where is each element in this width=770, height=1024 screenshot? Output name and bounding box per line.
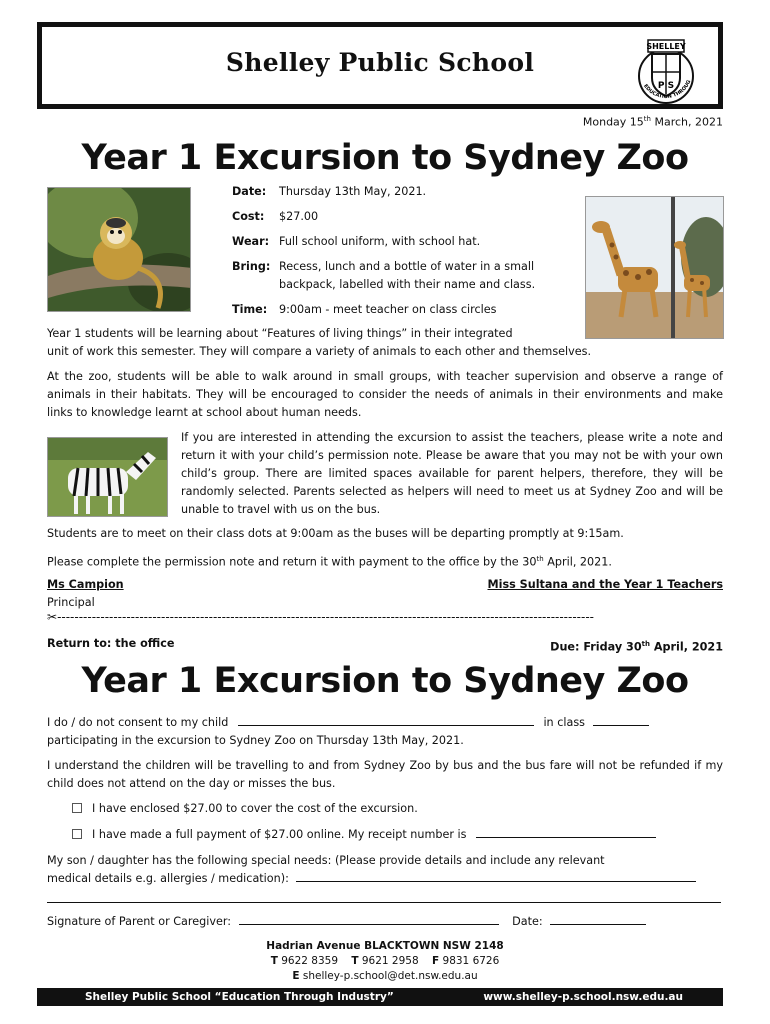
letter-date: Monday 15th March, 2021 <box>582 115 723 129</box>
paragraph-intro-line2: unit of work this semester. They will compare a variety of animals to each other and themselves. <box>47 345 592 358</box>
child-name-field[interactable] <box>238 714 534 726</box>
footer-motto: Shelley Public School “Education Through Industry” <box>85 991 394 1003</box>
school-name: Shelley Public School <box>225 48 535 77</box>
giraffe-photo <box>585 196 724 339</box>
special-needs-field[interactable] <box>296 870 696 882</box>
receipt-number-field[interactable] <box>476 826 656 838</box>
signature-date-field[interactable] <box>550 913 646 925</box>
special-needs-line2: medical details e.g. allergies / medication): <box>47 870 723 888</box>
special-needs-field-extra[interactable] <box>47 902 721 903</box>
detail-cost: Cost: $27.00 <box>232 210 319 223</box>
school-phones: T 9622 8359 T 9621 2958 F 9831 6726 <box>270 955 500 967</box>
online-checkbox[interactable] <box>72 829 82 839</box>
enclosed-checkbox[interactable] <box>72 803 82 813</box>
bus-understanding: I understand the children will be travelling to and from Sydney Zoo by bus and the bus fare will not be refunded if my child does not attend on the day or misses the bus. <box>47 759 723 790</box>
paragraph-zoo: At the zoo, students will be able to walk around in small groups, with teacher supervision and observe a range of animals in their habitats. They will be encouraged to consider the needs of animals in their environments and make links to knowledge learnt at school about human needs. <box>47 370 723 419</box>
principal-name: Ms Campion <box>47 578 124 591</box>
detail-bring: Bring: Recess, lunch and a bottle of water in a small backpack, labelled with their name and class. <box>232 260 536 291</box>
school-address: Hadrian Avenue BLACKTOWN NSW 2148 <box>266 940 504 952</box>
class-field[interactable] <box>593 714 649 726</box>
crest-top-text: SHELLEY <box>646 42 686 51</box>
detail-time: Time: 9:00am - meet teacher on class circles <box>232 303 497 316</box>
option-enclosed: I have enclosed $27.00 to cover the cost of the excursion. <box>72 800 418 818</box>
paragraph-intro-line1: Year 1 students will be learning about “Features of living things” in their integrated <box>47 327 513 340</box>
detail-date: Date: Thursday 13th May, 2021. <box>232 185 427 198</box>
return-to-label: Return to: the office <box>47 637 175 650</box>
footer-bar <box>37 988 723 1006</box>
slip-title: Year 1 Excursion to Sydney Zoo <box>81 661 689 701</box>
excursion-title: Year 1 Excursion to Sydney Zoo <box>81 138 689 178</box>
principal-role: Principal <box>47 596 95 609</box>
option-online: I have made a full payment of $27.00 online. My receipt number is <box>72 826 656 844</box>
school-crest <box>628 32 704 106</box>
due-date-label: Due: Friday 30th April, 2021 <box>550 640 723 654</box>
crest-motto: EDUCATION THROUG <box>642 79 693 101</box>
zebra-photo <box>47 437 168 517</box>
paragraph-helpers: If you are interested in attending the excursion to assist the teachers, please write a note and return it with your child’s permission note. Please be aware that you may not be with your own child’s group. There are limited spaces available for parent helpers, therefore, they will be randomly selected. Parents selected as helpers will need to meet us at Sydney Zoo and will be unable to travel with us on the bus. <box>181 431 723 516</box>
school-email: E shelley-p.school@det.nsw.edu.au <box>292 970 478 982</box>
crest-letters: P S <box>657 81 675 91</box>
paragraph-meeting: Students are to meet on their class dots at 9:00am as the buses will be departing promptly at 9:15am. <box>47 527 624 540</box>
special-needs-line1: My son / daughter has the following special needs: (Please provide details and include any relevant <box>47 854 605 867</box>
detail-wear: Wear: Full school uniform, with school hat. <box>232 235 481 248</box>
scissors-icon: ✂ <box>47 610 58 624</box>
teachers-name: Miss Sultana and the Year 1 Teachers <box>487 578 723 591</box>
dashed-line: ---------------------------------------------------------------------------------------------------------------------------- <box>57 610 594 624</box>
signature-line: Signature of Parent or Caregiver: Date: <box>47 913 646 931</box>
signature-field[interactable] <box>239 913 499 925</box>
cut-line <box>47 610 723 630</box>
paragraph-return: Please complete the permission note and return it with payment to the office by the 30th April, 2021. <box>47 555 612 569</box>
squirrel-monkey-photo <box>47 187 191 312</box>
consent-line: I do / do not consent to my child in class <box>47 714 723 732</box>
footer-website[interactable]: www.shelley-p.school.nsw.edu.au <box>483 991 683 1003</box>
consent-line2: participating in the excursion to Sydney Zoo on Thursday 13th May, 2021. <box>47 734 464 747</box>
